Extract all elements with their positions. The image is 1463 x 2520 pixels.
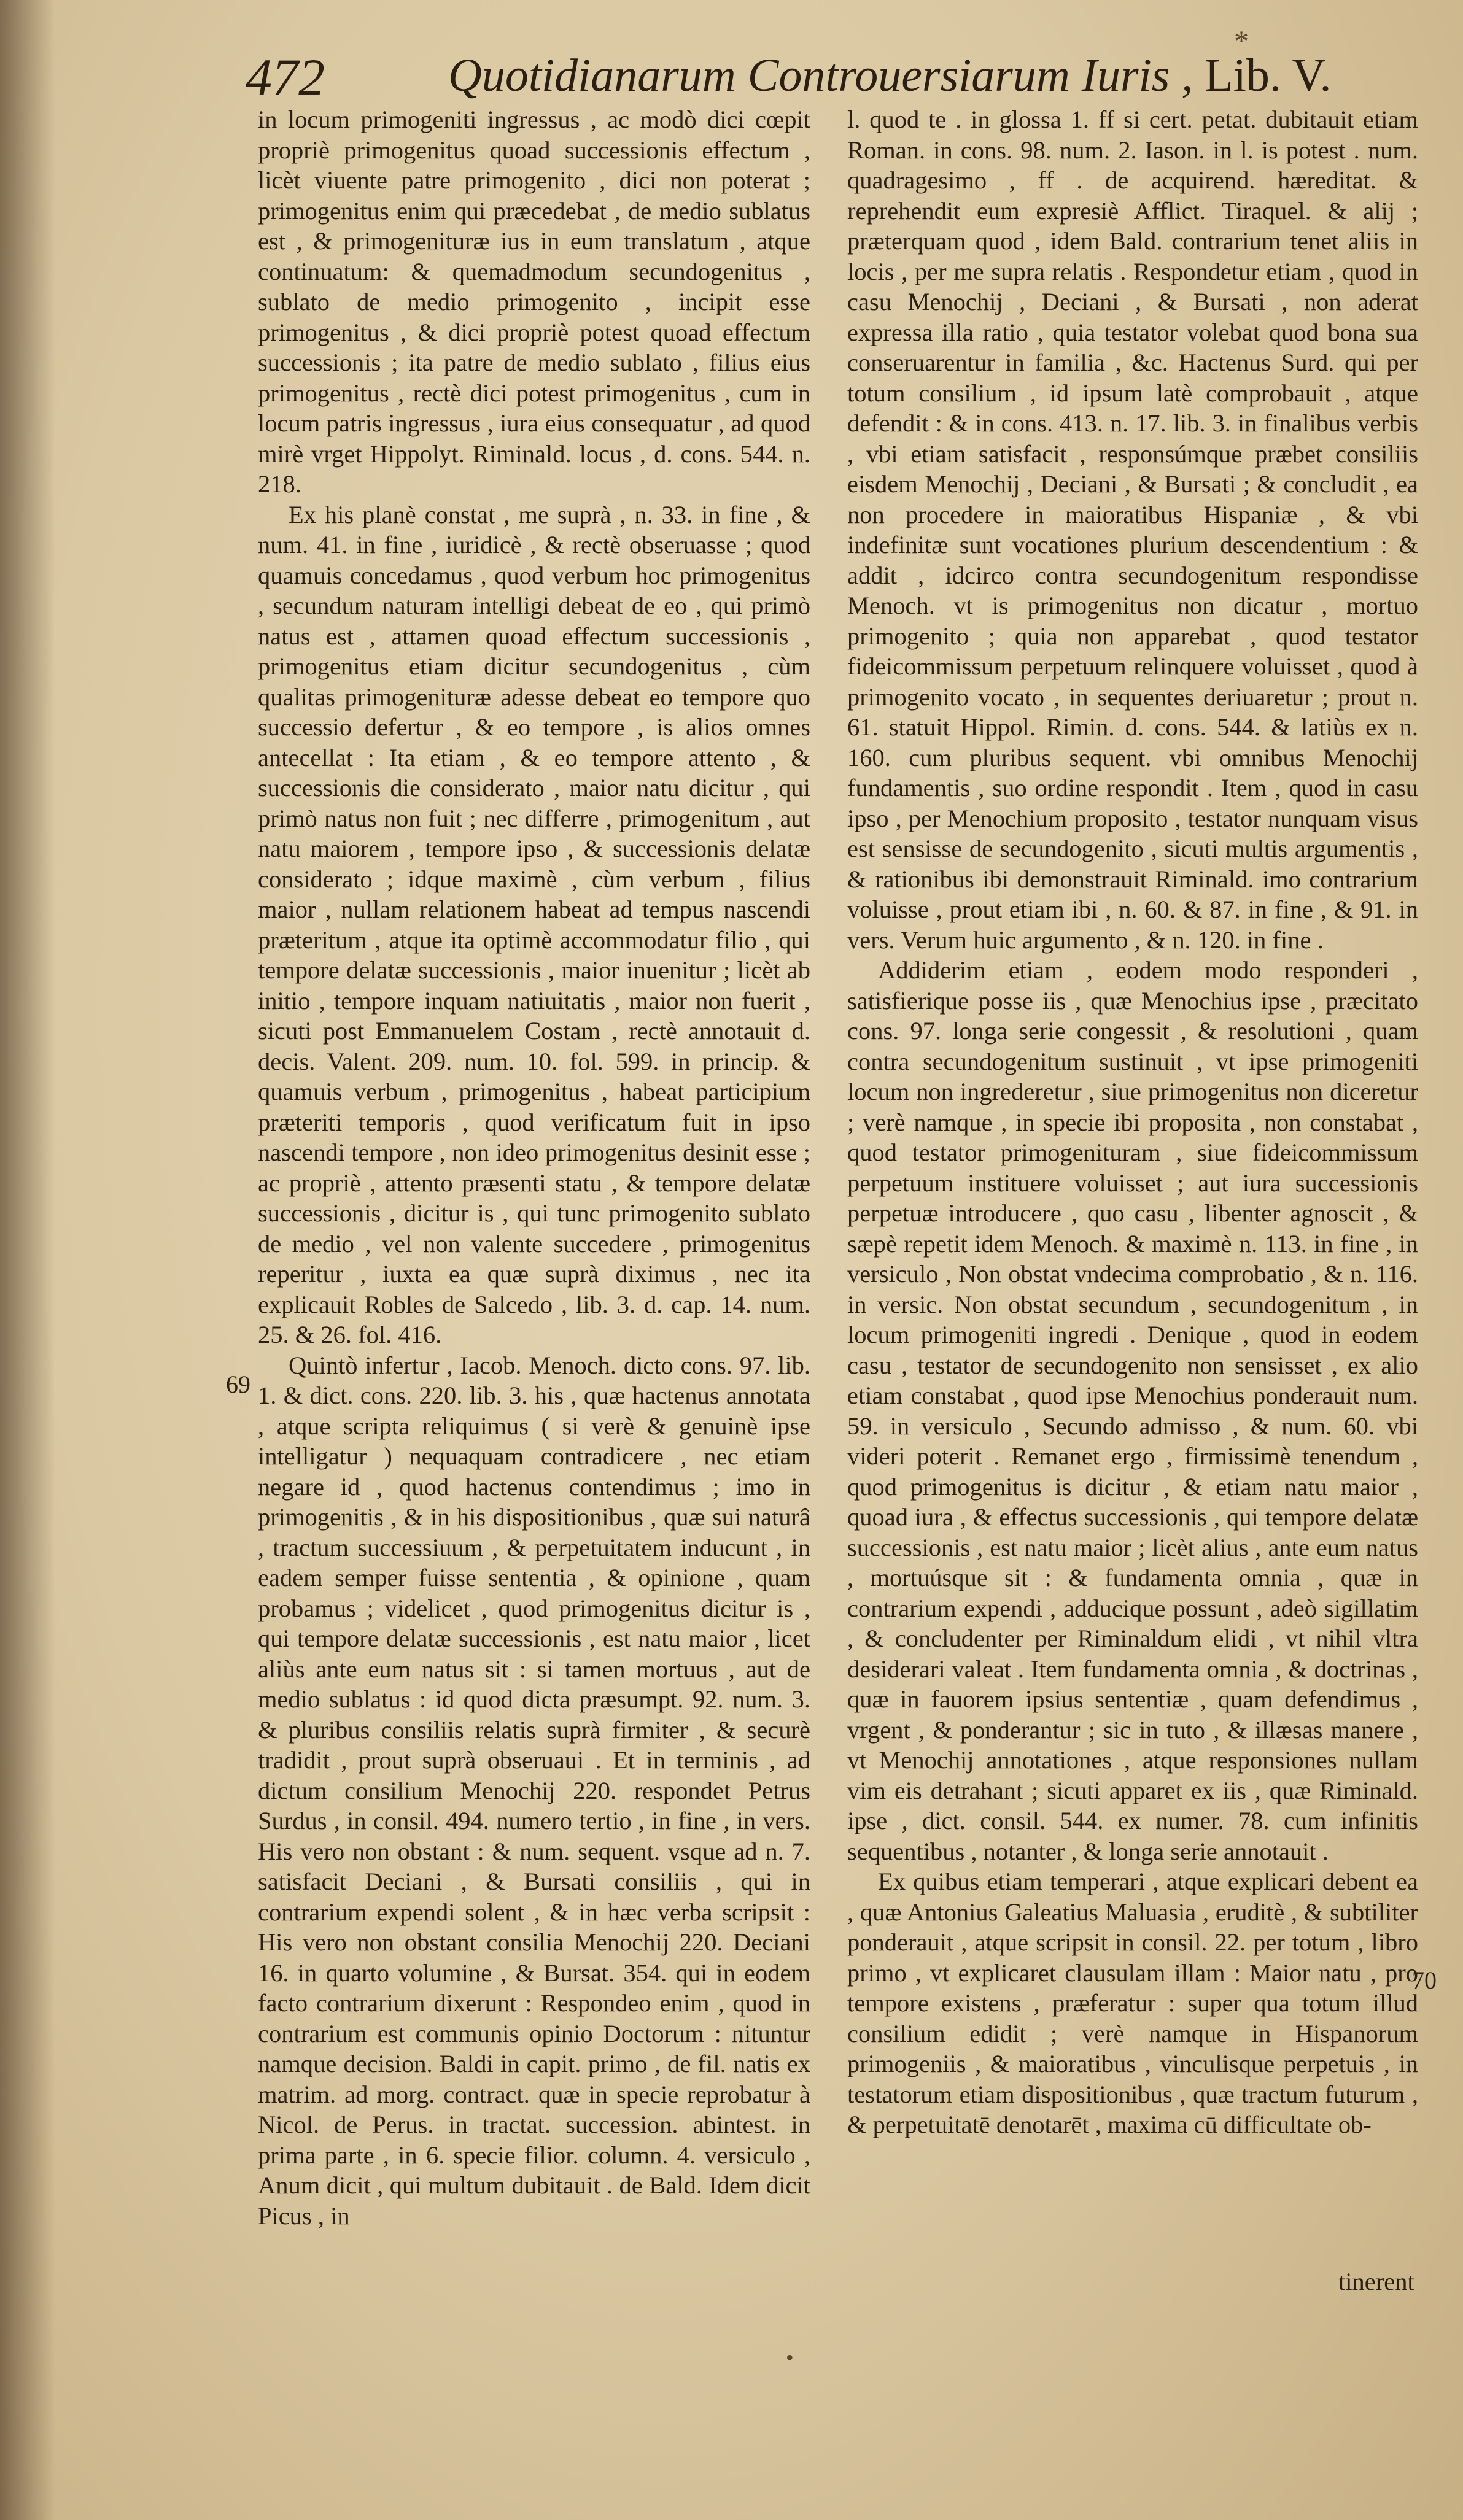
paragraph: Addiderim etiam , eodem modo responderi , satisfierique posse iis , quæ Menochius ipse , præcitato cons. 97. longa serie congessit , & resolutioni , quam contra secundogenitum sustinuit , vt ipse primogeniti locum non ingrederetur , siue primogenitus non diceretur ; verè namque , in specie ibi proposita , non constabat , quod testator primogenituram , siue fideicommissum perpetuum instituere voluisset ; aut iura successionis perpetuæ introducere , quo casu , libenter agnoscit , & sæpè repetit idem Menoch. & maximè n. 113. in fine , in versiculo , Non obstat vndecima comprobatio , & n. 116. in versic. Non obstat secundum , secundogenitum , in locum primogeniti ingredi . Denique , quod in eodem casu , testator de secundogenito non sensisset , ex alio etiam constabat , quod ipse Menochius ponderauit num. 59. in versiculo , Secundo admisso , & num. 60. vbi videri poterit . Remanet ergo , firmissimè tenendum , quod primogenitus is dicitur , & etiam natu maior , quoad iura , & effectus successionis , qui tempore delatæ successionis , est natu maior ; licèt alius , ante eum natus , mortuúsque sit : & fundamenta omnia , quæ in contrarium expendi , adducique possunt , adeò sigillatim , & concludenter per Riminaldum elidi , vt nihil vltra desiderari valeat . Item fundamenta omnia , & doctrinas , quæ in fauorem ipsius sententiæ , quam defendimus , vrgent , & ponderantur ; sic in tuto , & illæsas manere , vt Menochij annotationes , atque responsiones nullam vim eis detrahant ; sicuti apparet ex iis , quæ Riminald. ipse , dict. consil. 544. ex numer. 78. cum infinitis sequentibus , notanter , & longa serie annotauit .	[847, 956, 1418, 1865]
running-title	[448, 49, 1332, 102]
foot-mark: •	[786, 2345, 794, 2370]
left-column	[258, 104, 810, 2231]
paragraph: Ex quibus etiam temperari , atque explicari debent ea , quæ Antonius Galeatius Maluasia , eruditè , & subtiliter ponderauit , atque scripsit in consil. 22. per totum , libro primo , vt explicaret clausulam illam : Maior natu , pro tempore existens , præferatur : super qua totum illud consilium edidit ; verè namque in Hispanorum primogeniis , & maioratibus , vinculisque perpetuis , in testatorum etiam dispositionibus , quæ tractum futurum , & perpetuitatē denotarēt , maxima cū difficultate ob-	[847, 1868, 1418, 2138]
book-number: Lib. V.	[1205, 50, 1332, 101]
paragraph: in locum primogeniti ingressus , ac modò dici cœpit propriè primogenitus quoad successionis effectum , licèt viuente patre primogenito , dici non poterat ; primogenitus enim qui præcedebat , de medio sublatus est , & primogenituræ ius in eum translatum , atque continuatum: & quemadmodum secundogenitus , sublato de medio primogenito , incipit esse primogenitus , & dici propriè potest quoad effectum successionis ; ita patre de medio sublato , filius eius primogenitus , rectè dici potest primogenitus , cum in locum patris ingressus , iura eius consequatur , ad quod mirè vrget Hippolyt. Riminald. locus , d. cons. 544. n. 218.	[258, 106, 810, 498]
page-header	[246, 31, 1332, 110]
binding-shadow	[0, 0, 55, 2520]
running-title-text: Quotidianarum Controuersiarum Iuris ,	[448, 50, 1205, 101]
corner-mark: *	[1234, 25, 1249, 58]
marginal-number: 69	[226, 1370, 250, 1398]
paragraph: Quintò infertur , Iacob. Menoch. dicto cons. 97. lib. 1. & dict. cons. 220. lib. 3. his , quæ hactenus annotata , atque scripta reliquimus ( si verè & genuinè ipse intelligatur ) nequaquam contradicere , nec etiam negare id , quod hactenus contendimus ; imo in primogenitis , & in his dispositionibus , quæ sui naturâ , tractum successiuum , & perpetuitatem inducunt , in eadem semper fuisse sententia , & opinione , quam probamus ; videlicet , quod primogenitus dicitur is , qui tempore delatæ successionis , est natu maior , licet aliùs ante eum natus sit : si tamen mortuus , aut de medio sublatus : id quod dicta præsumpt. 92. num. 3. & pluribus consiliis relatis suprà firmiter , & securè tradidit , prout suprà obseruaui . Et in terminis , ad dictum consilium Menochij 220. respondet Petrus Surdus , in consil. 494. numero tertio , in fine , in vers. His vero non obstant : & num. sequent. vsque ad n. 7. satisfacit Deciani , & Bursati consiliis , qui in contrarium expendi solent , & in hæc verba scripsit : His vero non obstant consilia Menochij 220. Deciani 16. in quarto volumine , & Bursat. 354. qui in eodem facto contrarium dixerunt : Respondeo enim , quod in contrarium est communis opinio Doctorum : nituntur namque decision. Baldi in capit. primo , de fil. natis ex matrim. ad morg. contract. quæ in specie reprobatur à Nicol. de Perus. in tractat. succession. abintest. in prima parte , in 6. specie filior. column. 4. versiculo , Anum dicit , qui multum dubitauit . de Bald. Idem dicit Picus , in	[258, 1351, 810, 2230]
paragraph: Ex his planè constat , me suprà , n. 33. in fine , & num. 41. in fine , iuridicè , & rectè obseruasse ; quod quamuis concedamus , quod verbum hoc primogenitus , secundum naturam intelligi debeat de eo , qui primò natus est , attamen quoad effectum successionis , primogenitus etiam dicitur secundogenitus , cùm qualitas primogenituræ adesse debeat eo tempore quo successio defertur , & eo tempore , is alios omnes antecellat : Ita etiam , & eo tempore attento , & successionis die considerato , maior natu dicitur , qui primò natus non fuit ; nec differre , primogenitum , aut natu maiorem , tempore ipso , & successionis delatæ considerato ; idque maximè , cùm verbum , filius maior , nullam relationem habeat ad tempus nascendi præteritum , atque ita optimè accommodatur filio , qui tempore delatæ successionis , maior inuenitur ; licèt ab initio , tempore inquam natiuitatis , maior non fuerit , sicuti post Emmanuelem Costam , rectè annotauit d. decis. Valent. 209. num. 10. fol. 599. in princip. & quamuis verbum , primogenitus , habeat participium præteriti temporis , quod verificatum fuit in ipso nascendi tempore , non ideo primogenitus desinit esse ; ac propriè , attento præsenti statu , & tempore delatæ successionis , dicitur is , qui tunc primogenito sublato de medio , vel non valente succedere , primogenitus reperitur , iuxta ea quæ suprà diximus , nec ita explicauit Robles de Salcedo , lib. 3. d. cap. 14. num. 25. & 26. fol. 416.	[258, 500, 810, 1348]
marginal-number: 70	[1412, 1966, 1437, 1994]
catchword: tinerent	[1338, 2268, 1414, 2295]
page-number: 472	[246, 48, 325, 107]
right-column	[847, 104, 1418, 2140]
paragraph: l. quod te . in glossa 1. ff si cert. petat. dubitauit etiam Roman. in cons. 98. num. 2. Iason. in l. is potest . num. quadragesimo , ff . de acquirend. hæreditat. & reprehendit eum expresiè Afflict. Tiraquel. & alij ; præterquam quod , idem Bald. contrarium tenet aliis in locis , per me supra relatis . Respondetur etiam , quod in casu Menochij , Deciani , & Bursati , non aderat expressa illa ratio , quia testator volebat quod bona sua conseruarentur in familia , &c. Hactenus Surd. qui per totum consilium , id ipsum latè comprobauit , atque defendit : & in cons. 413. n. 17. lib. 3. in finalibus verbis , vbi etiam satisfacit , responsúmque præbet consiliis eisdem Menochij , Deciani , & Bursati ; & concludit , ea non procedere in maioratibus Hispaniæ , & vbi indefinitæ sunt vocationes plurium descendentium : & addit , idcirco contra secundogenitum respondisse Menoch. vt is primogenitus non dicatur , mortuo primogenito ; quia non apparebat , quod testator fideicommissum perpetuum relinquere voluisset , quod à primogenito vocato , in sequentes deriuaretur ; prout n. 61. statuit Hippol. Rimin. d. cons. 544. & latiùs ex n. 160. cum pluribus sequent. vbi omnibus Menochij fundamentis , suo ordine respondit . Item , quod in casu ipso , per Menochium proposito , testator nunquam visus est sensisse de secundogenito , sicuti multis argumentis , & rationibus ibi demonstrauit Riminald. imo contrarium voluisse , prout etiam ibi , n. 60. & 87. in fine , & 91. in vers. Verum huic argumento , & n. 120. in fine .	[847, 106, 1418, 954]
